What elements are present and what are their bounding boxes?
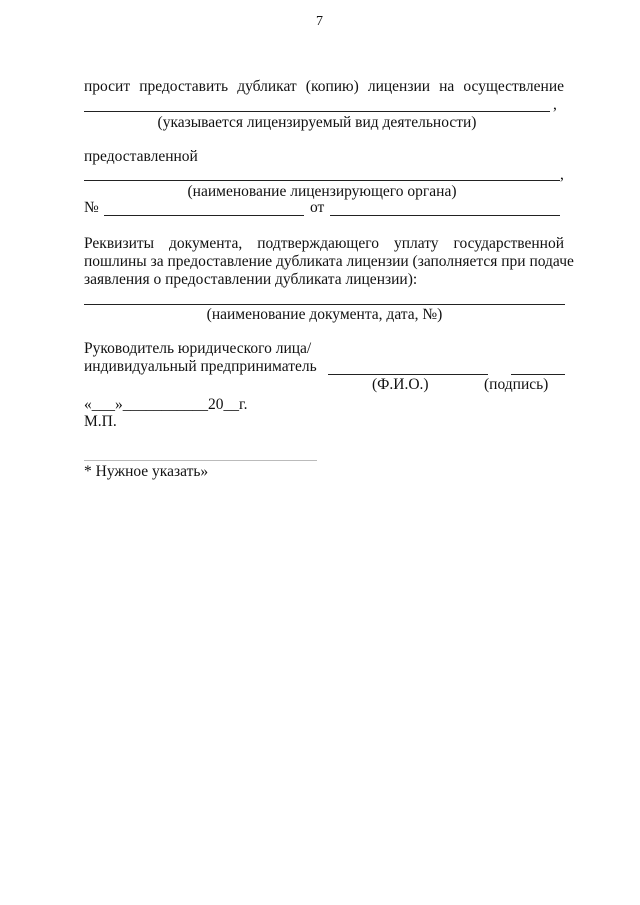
head-label-line-1: Руководитель юридического лица/ bbox=[84, 340, 312, 357]
stamp-placeholder: М.П. bbox=[84, 413, 117, 430]
license-number-sign: № bbox=[84, 199, 99, 216]
request-text: просит предоставить дубликат (копию) лицензии на осуществление bbox=[84, 78, 564, 95]
licensing-authority-caption: (наименование лицензирующего органа) bbox=[187, 183, 457, 200]
fio-line bbox=[328, 374, 488, 375]
payment-text-line-3: заявления о предоставлении дубликата лицензии): bbox=[84, 271, 418, 288]
fio-caption: (Ф.И.О.) bbox=[372, 376, 429, 393]
payment-document-caption: (наименование документа, дата, №) bbox=[206, 306, 443, 323]
license-date-line bbox=[330, 215, 560, 216]
activity-type-caption: (указывается лицензируемый вид деятельности) bbox=[157, 114, 477, 131]
signature-caption: (подпись) bbox=[484, 376, 549, 393]
application-date: «___»___________20__г. bbox=[84, 396, 248, 413]
licensing-authority-line-end: , bbox=[560, 166, 564, 183]
head-label-line-2: индивидуальный предприниматель bbox=[84, 358, 317, 375]
license-number-line bbox=[104, 215, 304, 216]
signature-line bbox=[511, 374, 565, 375]
page-number: 7 bbox=[316, 14, 323, 29]
payment-text-line-1: Реквизиты документа, подтверждающего уплату государственной bbox=[84, 235, 564, 252]
footnote-text: * Нужное указать» bbox=[84, 463, 209, 480]
issued-label: предоставленной bbox=[84, 148, 198, 165]
payment-document-line bbox=[84, 304, 565, 305]
footnote-separator bbox=[84, 460, 317, 461]
activity-type-line-end: , bbox=[553, 96, 557, 113]
licensing-authority-line bbox=[84, 180, 560, 181]
license-date-from: от bbox=[310, 199, 325, 216]
activity-type-line bbox=[84, 111, 550, 112]
payment-text-line-2: пошлины за предоставление дубликата лицензии (заполняется при подаче bbox=[84, 253, 574, 270]
